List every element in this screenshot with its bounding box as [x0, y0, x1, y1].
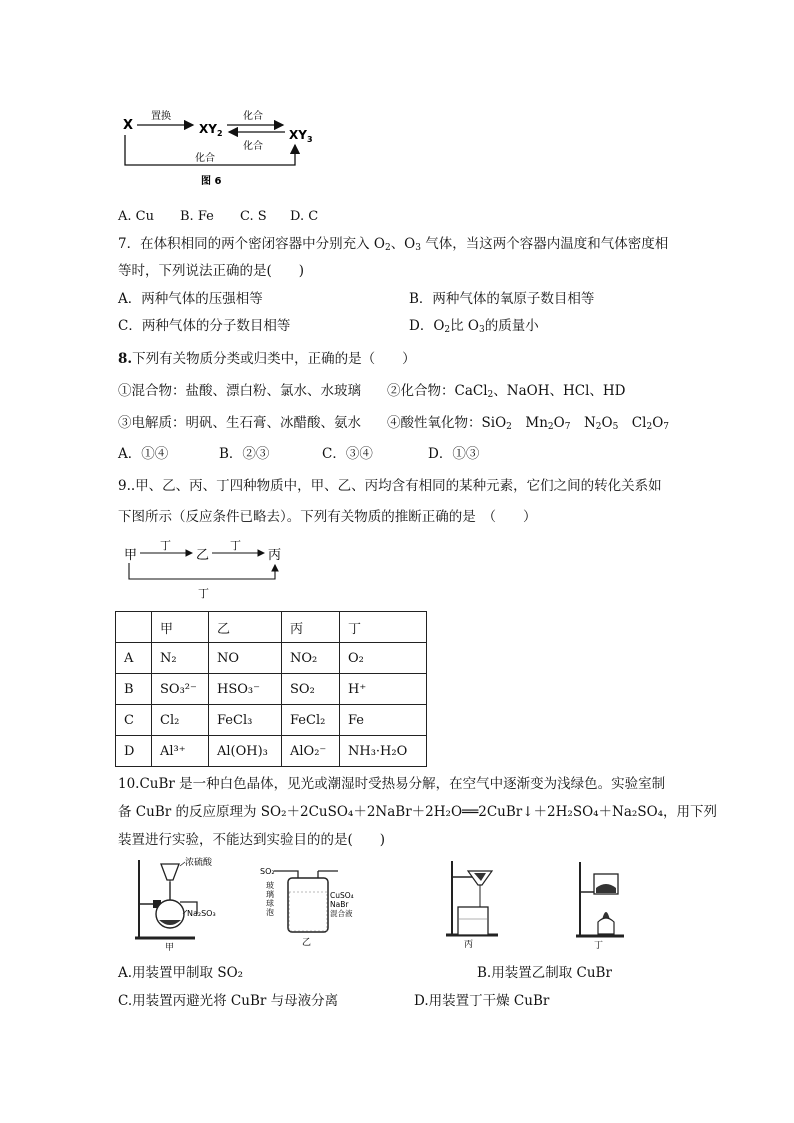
q8-item-1: ①混合物：盐酸、漂白粉、氯水、水玻璃	[118, 383, 361, 399]
q9-label-ding-1: 丁	[160, 539, 171, 552]
table-row	[116, 674, 427, 705]
q9-table	[115, 611, 427, 767]
table-row	[116, 643, 427, 674]
fig6-node-xy3: XY	[289, 128, 307, 142]
q9-node-jia: 甲	[124, 548, 138, 563]
q7-option-d: D．$O_2$比 $O_3$的质量小	[409, 318, 539, 335]
q7-option-b: B．两种气体的氧原子数目相等	[409, 291, 595, 307]
table-cell: Fe	[340, 705, 427, 736]
fig6-node-xy2: XY	[199, 122, 217, 136]
table-cell: 丁	[340, 612, 427, 643]
table-cell: C	[116, 705, 152, 736]
q8-option-d: D．①③	[428, 446, 480, 462]
table-cell	[116, 612, 152, 643]
label-bing: 丙	[464, 940, 474, 950]
q7-option-c: C．两种气体的分子数目相等	[118, 318, 291, 334]
fig6-label-zhihuan: 置换	[151, 111, 171, 122]
label-yi: 乙	[302, 938, 312, 947]
q8-option-b: B．②③	[219, 446, 270, 462]
label-jia: 甲	[165, 943, 175, 952]
q8-option-c: C．③④	[322, 446, 373, 462]
q9-label-ding-3: 丁	[198, 587, 209, 600]
q9-stem-line2: 下图所示（反应条件已略去）。下列有关物质的推断正确的是 （ ）	[118, 509, 537, 525]
svg-text:XY3: $XY_3$	[289, 128, 313, 144]
svg-text:XY2: $XY_2$	[199, 122, 223, 138]
table-cell: NO₂	[282, 643, 340, 674]
table-cell: AlO₂⁻	[282, 736, 340, 767]
q9-conversion-diagram	[118, 535, 298, 603]
q10-stem-line2: 备 CuBr 的反应原理为 SO₂＋2CuSO₄＋2NaBr＋2H₂O══2CuBr↓＋2H₂SO₄＋Na₂SO₄，用下列	[118, 804, 718, 820]
apparatus-ding	[572, 856, 632, 951]
label-na2so3: Na₂SO₃	[187, 909, 216, 918]
label-solution: CuSO₄ NaBr 混合液	[330, 891, 354, 918]
table-cell: Cl₂	[152, 705, 209, 736]
table-cell: Al(OH)₃	[209, 736, 282, 767]
table-cell: FeCl₃	[209, 705, 282, 736]
table-cell: HSO₃⁻	[209, 674, 282, 705]
table-cell: FeCl₂	[282, 705, 340, 736]
apparatus-jia	[125, 852, 225, 952]
label-so2: SO₂	[260, 867, 275, 876]
q8-item-3: ③电解质：明矾、生石膏、冰醋酸、氨水	[118, 415, 361, 431]
q8-item-2: ②化合物：CaCl$_2$、NaOH、HCl、HD	[387, 383, 626, 400]
table-cell: NO	[209, 643, 282, 674]
table-cell: NH₃·H₂O	[340, 736, 427, 767]
table-cell: H⁺	[340, 674, 427, 705]
q10-option-a: A.用装置甲制取 SO₂	[118, 965, 244, 981]
table-cell: 乙	[209, 612, 282, 643]
figure-6-diagram	[115, 105, 325, 190]
fig6-node-x: X	[123, 118, 134, 133]
table-cell: Al³⁺	[152, 736, 209, 767]
q10-option-b: B.用装置乙制取 CuBr	[477, 965, 612, 981]
q10-stem-line1: 10.CuBr 是一种白色晶体，见光或潮湿时受热易分解，在空气中逐渐变为浅绿色。实验室制	[118, 776, 666, 792]
q9-node-bing: 丙	[268, 548, 282, 563]
label-ding: 丁	[594, 941, 604, 951]
label-glass-bubble: 玻 璃 球 泡	[266, 881, 274, 917]
q8-stem: 8.下列有关物质分类或归类中，正确的是（ ）	[118, 351, 416, 367]
table-cell: SO₃²⁻	[152, 674, 209, 705]
table-row	[116, 705, 427, 736]
q9-label-ding-2: 丁	[230, 539, 241, 552]
apparatus-yi	[258, 862, 358, 947]
q8-option-a: A．①④	[118, 446, 169, 462]
q6-option-b: B. Fe	[180, 209, 214, 224]
q7-stem-line1: 7．在体积相同的两个密闭容器中分别充入 $O_2$、$O_3$ 气体，当这两个容器内温度和气体密度相	[118, 236, 669, 253]
q9-stem-line1: 9..甲、乙、丙、丁四种物质中，甲、乙、丙均含有相同的某种元素，它们之间的转化关系如	[118, 478, 662, 494]
table-cell: 甲	[152, 612, 209, 643]
apparatus-bing	[440, 855, 510, 950]
table-cell: N₂	[152, 643, 209, 674]
table-cell: B	[116, 674, 152, 705]
q6-option-c: C. S	[240, 209, 267, 224]
label-conc-acid: 浓硫酸	[185, 858, 213, 868]
fig6-label-hehe-top: 化合	[243, 111, 263, 122]
fig6-label-hehe-mid: 化合	[243, 141, 263, 152]
table-cell: D	[116, 736, 152, 767]
table-cell: SO₂	[282, 674, 340, 705]
q10-option-d: D.用装置丁干燥 CuBr	[414, 993, 550, 1009]
table-cell: A	[116, 643, 152, 674]
q10-option-c: C.用装置丙避光将 CuBr 与母液分离	[118, 993, 339, 1009]
fig6-label-hehe-bottom: 化合	[195, 153, 215, 164]
table-row	[116, 736, 427, 767]
q10-stem-line3: 装置进行实验，不能达到实验目的的是( )	[118, 832, 386, 848]
q6-option-a: A. Cu	[118, 209, 154, 224]
q9-node-yi: 乙	[196, 548, 210, 563]
q7-option-a: A．两种气体的压强相等	[118, 291, 263, 307]
fig6-caption: 图 6	[201, 176, 222, 187]
q7-stem-line2: 等时，下列说法正确的是( )	[118, 263, 305, 279]
q8-item-4: ④酸性氧化物：SiO$_2$ $Mn_2O_7$ $N_2O_5$ $Cl_2O_7$	[387, 415, 670, 432]
table-cell: O₂	[340, 643, 427, 674]
table-cell: 丙	[282, 612, 340, 643]
q6-option-d: D. C	[290, 209, 319, 224]
table-header-row	[116, 612, 427, 643]
